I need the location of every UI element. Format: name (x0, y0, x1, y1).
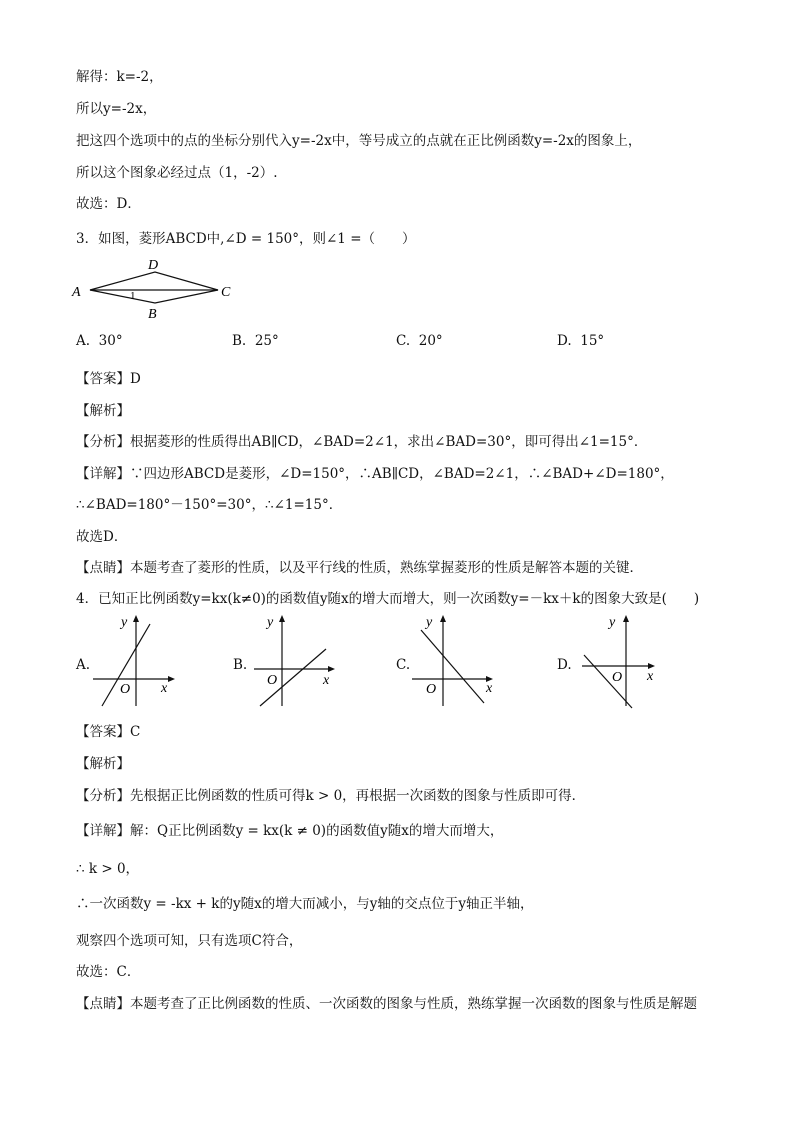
rhombus-label-a: A (72, 285, 81, 300)
solution-line-5: 故选：D． (76, 196, 141, 212)
graph-a-x-label: x (161, 681, 168, 696)
graph-a (88, 612, 178, 710)
graph-a-origin: O (120, 682, 131, 697)
q4-jiexi-heading: 【解析】 (76, 756, 130, 772)
graph-b-y-label: y (267, 615, 274, 630)
graph-d (568, 612, 660, 710)
q3-jiexi-heading: 【解析】 (76, 403, 130, 419)
graph-d-x-label: x (647, 669, 654, 684)
q3-comment: 【点睛】本题考查了菱形的性质，以及平行线的性质，熟练掌握菱形的性质是解答本题的关键． (76, 560, 643, 576)
rhombus-label-d: D (148, 258, 159, 273)
q4-option-b-letter: B. (233, 657, 248, 673)
q4-choice: 故选：C． (76, 964, 141, 980)
question-4-text: 4．已知正比例函数y=kx(k≠0)的函数值y随x的增大而增大，则一次函数y=－kx＋k的图象大致是( ) (76, 591, 700, 607)
q3-option-a: A. 30° (76, 333, 123, 349)
q4-option-d-letter: D. (557, 657, 572, 673)
q4-analysis: 【分析】先根据正比例函数的性质可得k > 0，再根据一次函数的图象与性质即可得． (76, 788, 586, 804)
solution-line-3: 把这四个选项中的点的坐标分别代入y=-2x中，等号成立的点就在正比例函数y=-2x的图象上， (76, 133, 642, 149)
graph-b-x-label: x (323, 673, 330, 688)
graph-b (250, 612, 340, 710)
rhombus-figure (70, 255, 240, 321)
q3-option-b: B. 25° (232, 333, 279, 349)
q4-option-c-letter: C. (396, 657, 411, 673)
rhombus-angle-label: 1 (130, 290, 136, 302)
graph-b-origin: O (267, 673, 278, 688)
graph-d-y-label: y (609, 615, 616, 630)
graph-c-x-label: x (486, 681, 493, 696)
graph-a-y-label: y (121, 615, 128, 630)
solution-line-1: 解得：k=-2， (76, 69, 163, 85)
rhombus-label-c: C (221, 285, 231, 300)
rhombus-label-b: B (148, 307, 157, 321)
question-3-text: 3．如图，菱形ABCD中,∠D = 150°，则∠1 =（ ） (76, 231, 416, 247)
q4-answer: 【答案】C (76, 724, 141, 740)
q4-observation: 观察四个选项可知，只有选项C符合， (76, 933, 303, 949)
q4-option-a-letter: A. (76, 657, 91, 673)
q4-detail-1: 【详解】解：Q正比例函数y = kx(k ≠ 0)的函数值y随x的增大而增大， (76, 823, 504, 839)
q4-detail-2: ∴ k > 0， (76, 861, 140, 877)
q3-answer: 【答案】D (76, 371, 141, 387)
solution-line-2: 所以y=-2x， (76, 101, 157, 117)
graph-c-y-label: y (426, 615, 433, 630)
q3-option-d: D. 15° (557, 333, 605, 349)
graph-c (408, 612, 500, 710)
q4-detail-3: ∴一次函数y = -kx + k的y随x的增大而减小，与y轴的交点位于y轴正半轴， (76, 896, 534, 912)
solution-line-4: 所以这个图象必经过点（1，-2）. (76, 165, 278, 181)
q3-choice: 故选D． (76, 529, 128, 545)
q3-analysis: 【分析】根据菱形的性质得出AB∥CD，∠BAD=2∠1，求出∠BAD=30°，即可得出∠1=15°． (76, 434, 648, 450)
graph-d-origin: O (612, 670, 623, 685)
graph-c-origin: O (426, 682, 437, 697)
q3-option-c: C. 20° (396, 333, 443, 349)
q3-detail-2: ∴∠BAD=180°－150°=30°，∴∠1=15°． (76, 497, 343, 513)
q4-comment: 【点睛】本题考查了正比例函数的性质、一次函数的图象与性质，熟练掌握一次函数的图象与性质是解题 (76, 996, 697, 1012)
q3-detail-1: 【详解】∵四边形ABCD是菱形，∠D=150°，∴AB∥CD，∠BAD=2∠1，∴∠BAD+∠D=180°， (76, 466, 674, 482)
